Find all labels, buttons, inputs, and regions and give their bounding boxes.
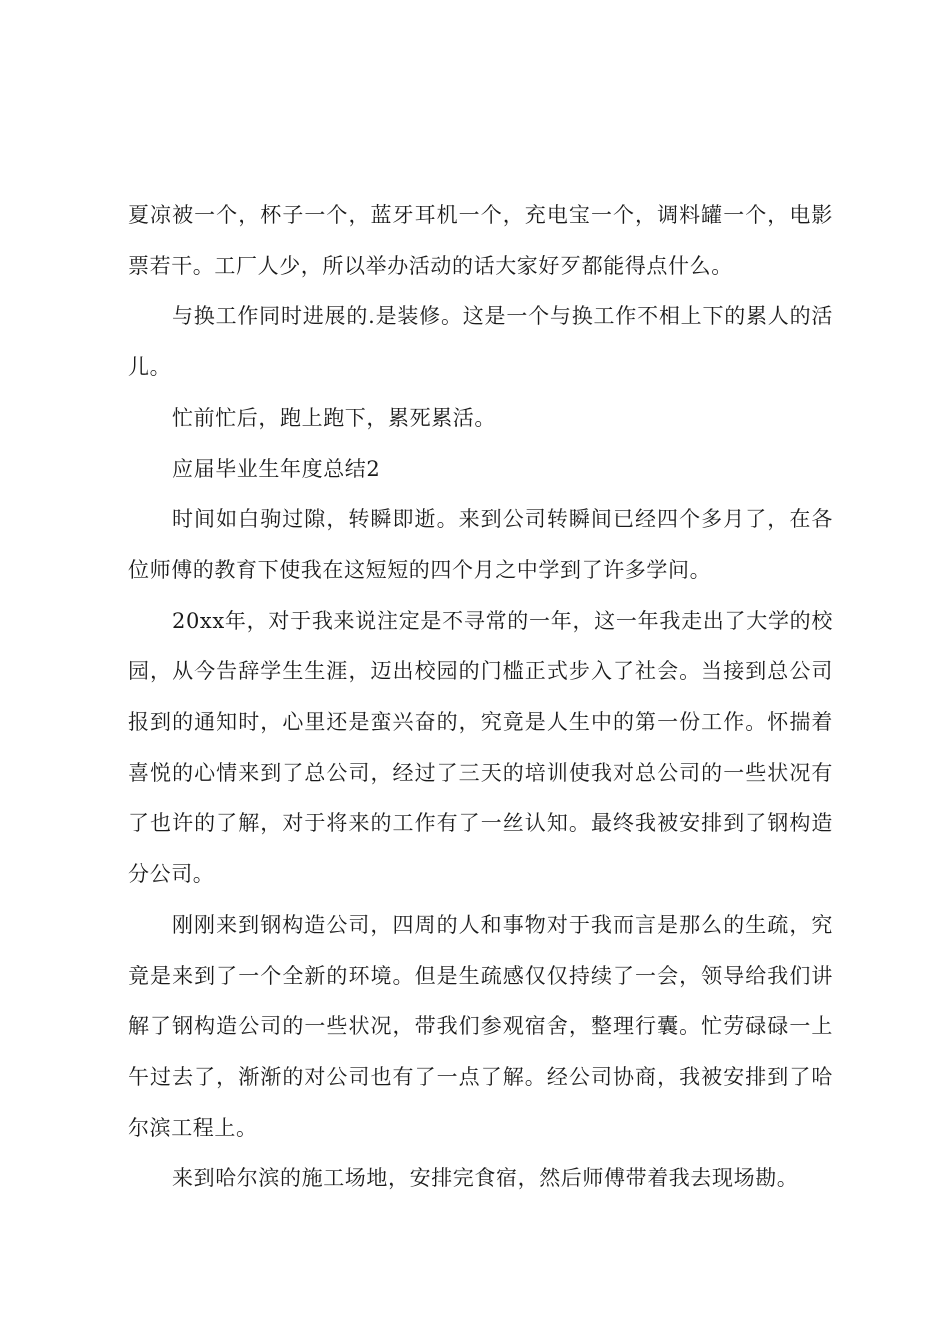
paragraph-first-year: 20xx年，对于我来说注定是不寻常的一年，这一年我走出了大学的校园，从今告辞学生生涯，迈出校园的门槛正式步入了社会。当接到总公司报到的通知时，心里还是蛮兴奋的，究竟是人生中的第一份工作。怀揣着喜悦的心情来到了总公司，经过了三天的培训使我对总公司的一些状况有了也许的了解，对于将来的工作有了一丝认知。最终我被安排到了钢构造分公司。 xyxy=(128,608,833,887)
paragraph-harbin-site: 来到哈尔滨的施工场地，安排完食宿，然后师傅带着我去现场勘。 xyxy=(172,1166,799,1191)
section-heading: 应届毕业生年度总结2 xyxy=(172,456,381,481)
paragraph-steel-company: 刚刚来到钢构造公司，四周的人和事物对于我而言是那么的生疏，究竟是来到了一个全新的环境。但是生疏感仅仅持续了一会，领导给我们讲解了钢构造公司的一些状况，带我们参观宿舍，整理行囊。忙劳碌碌一上午过去了，渐渐的对公司也有了一点了解。经公司协商，我被安排到了哈尔滨工程上。 xyxy=(128,912,833,1140)
paragraph-time-flies: 时间如白驹过隙，转瞬即逝。来到公司转瞬间已经四个多月了，在各位师傅的教育下使我在这短短的四个月之中学到了许多学问。 xyxy=(128,507,833,582)
paragraph-continued: 夏凉被一个，杯子一个，蓝牙耳机一个，充电宝一个，调料罐一个，电影票若干。工厂人少，所以举办活动的话大家好歹都能得点什么。 xyxy=(128,203,833,278)
paragraph-busy: 忙前忙后，跑上跑下，累死累活。 xyxy=(172,405,496,430)
paragraph-renovation: 与换工作同时进展的.是装修。这是一个与换工作不相上下的累人的活儿。 xyxy=(128,304,833,380)
document-body xyxy=(128,190,833,1204)
